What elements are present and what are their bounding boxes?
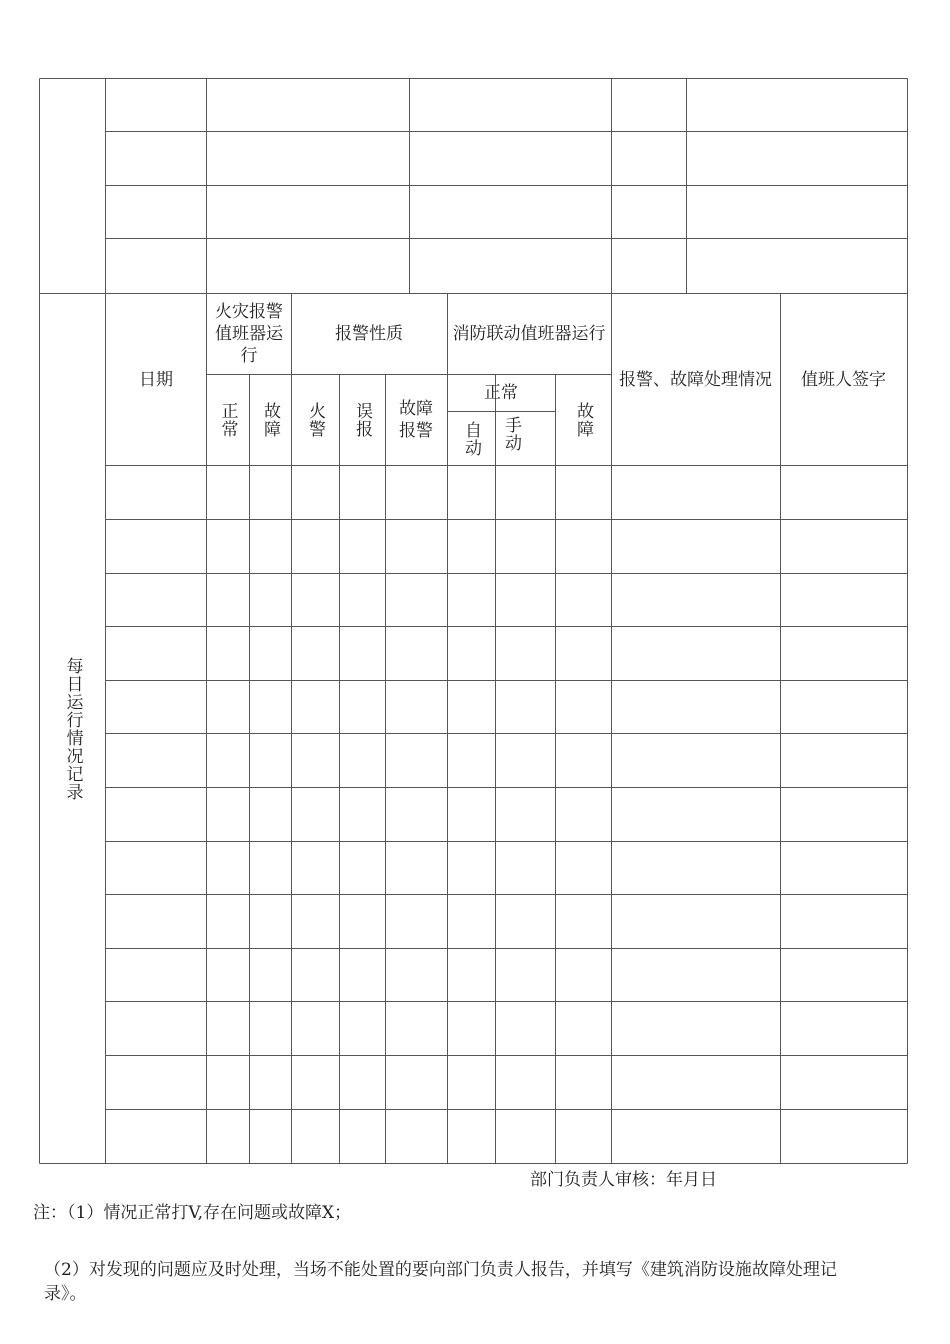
header-linkage-controller: 消防联动值班器运行 — [452, 324, 606, 344]
header-linkage-fault: 故障 — [573, 402, 593, 438]
department-review-line: 部门负责人审核：年月日 — [530, 1170, 717, 1190]
note-1: 注：（1）情况正常打V,存在问题或故障X； — [33, 1203, 352, 1223]
header-controller-normal: 正常 — [217, 402, 238, 438]
header-fault-alarm: 故障报警 — [399, 399, 433, 441]
section-label-daily-record: 每日运行情况记录 — [62, 657, 83, 801]
header-fire-alarm-controller: 火灾报警值班器运行 — [215, 302, 283, 366]
header-controller-fault: 故障 — [260, 402, 280, 438]
header-linkage-normal: 正常 — [484, 382, 518, 403]
header-handling: 报警、故障处理情况 — [619, 370, 772, 390]
header-fire-alarm: 火警 — [305, 402, 325, 438]
header-false-alarm: 误报 — [352, 402, 372, 438]
header-alarm-nature: 报警性质 — [335, 324, 403, 344]
header-signature: 值班人签字 — [801, 370, 886, 390]
header-manual: 手动 — [501, 415, 521, 452]
header-date: 日期 — [139, 370, 173, 390]
note-2: （2）对发现的问题应及时处理，当场不能处置的要向部门负责人报告，并填写《建筑消防设施故障处理记录》。 — [44, 1260, 837, 1304]
header-auto: 自动 — [461, 420, 481, 457]
